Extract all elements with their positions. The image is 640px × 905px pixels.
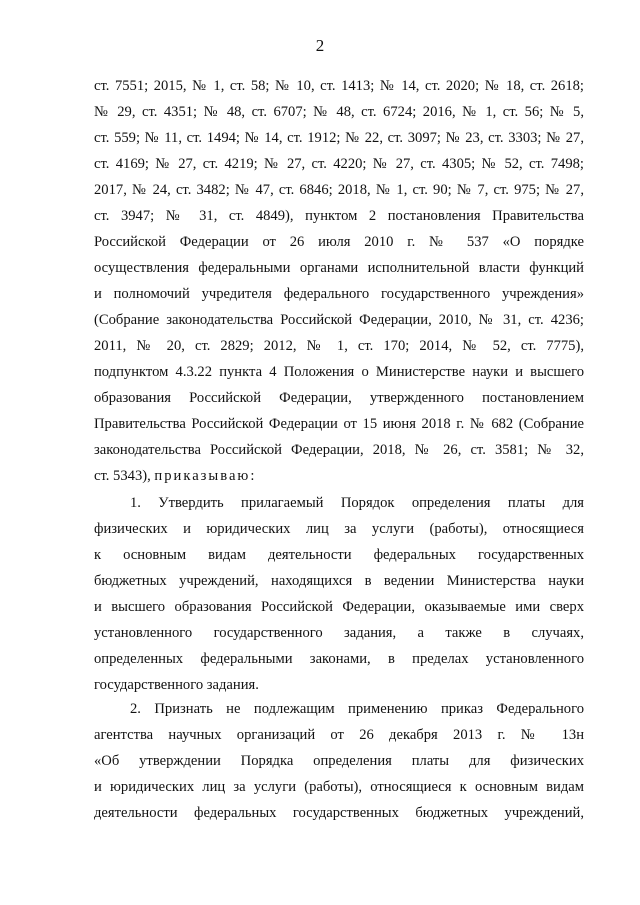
text-line-last bbox=[94, 463, 584, 489]
text-prefix: ст. 5343), bbox=[94, 468, 155, 484]
text-line: Российской Федерации от 26 июля 2010 г. № 537 «О порядке bbox=[94, 234, 584, 250]
text-line: физических и юридических лиц за услуги (работы), относящиеся bbox=[94, 521, 584, 537]
text-line: Правительства Российской Федерации от 15 июня 2018 г. № 682 (Собрание bbox=[94, 416, 584, 432]
paragraph-legal-basis bbox=[94, 73, 584, 489]
text-line: 2017, № 24, ст. 3482; № 47, ст. 6846; 2018, № 1, ст. 90; № 7, ст. 975; № 27, bbox=[94, 182, 584, 198]
text-line: и юридических лиц за услуги (работы), относящиеся к основным видам bbox=[94, 779, 584, 795]
text-line: к основным видам деятельности федеральных государственных bbox=[94, 547, 584, 563]
text-line: установленного государственного задания, а также в случаях, bbox=[94, 625, 584, 641]
text-line: 2. Признать не подлежащим применению приказ Федерального bbox=[130, 701, 584, 717]
text-line: агентства научных организаций от 26 декабря 2013 г. № 13н bbox=[94, 727, 584, 743]
text-line: ст. 7551; 2015, № 1, ст. 58; № 10, ст. 1413; № 14, ст. 2020; № 18, ст. 2618; bbox=[94, 78, 584, 94]
text-line: и полномочий учредителя федерального государственного учреждения» bbox=[94, 286, 584, 302]
text-line: образования Российской Федерации, утвержденного постановлением bbox=[94, 390, 584, 406]
text-line: 1. Утвердить прилагаемый Порядок определения платы для bbox=[130, 495, 584, 511]
order-word: приказываю: bbox=[154, 468, 257, 484]
text-line: и высшего образования Российской Федерации, оказываемые ими сверх bbox=[94, 599, 584, 615]
paragraph-item-2 bbox=[94, 696, 584, 826]
text-line: ст. 4169; № 27, ст. 4219; № 27, ст. 4220; № 27, ст. 4305; № 52, ст. 7498; bbox=[94, 156, 584, 172]
paragraph-item-1 bbox=[94, 490, 584, 698]
text-line: законодательства Российской Федерации, 2018, № 26, ст. 3581; № 32, bbox=[94, 442, 584, 458]
text-line: ст. 3947; № 31, ст. 4849), пунктом 2 постановления Правительства bbox=[94, 208, 584, 224]
text-line: бюджетных учреждений, находящихся в ведении Министерства науки bbox=[94, 573, 584, 589]
text-line: определенных федеральными законами, в пределах установленного bbox=[94, 651, 584, 667]
text-line: «Об утверждении Порядка определения платы для физических bbox=[94, 753, 584, 769]
text-line: государственного задания. bbox=[94, 677, 259, 693]
text-line: 2011, № 20, ст. 2829; 2012, № 1, ст. 170; 2014, № 52, ст. 7775), bbox=[94, 338, 584, 354]
text-line: осуществления федеральными органами исполнительной власти функций bbox=[94, 260, 584, 276]
text-line: подпунктом 4.3.22 пункта 4 Положения о Министерстве науки и высшего bbox=[94, 364, 584, 380]
text-line: (Собрание законодательства Российской Федерации, 2010, № 31, ст. 4236; bbox=[94, 312, 584, 328]
text-line: № 29, ст. 4351; № 48, ст. 6707; № 48, ст. 6724; 2016, № 1, ст. 56; № 5, bbox=[94, 104, 584, 120]
text-line: деятельности федеральных государственных бюджетных учреждений, bbox=[94, 805, 584, 821]
text-line: ст. 559; № 11, ст. 1494; № 14, ст. 1912; № 22, ст. 3097; № 23, ст. 3303; № 27, bbox=[94, 130, 584, 146]
page-number: 2 bbox=[315, 36, 325, 55]
